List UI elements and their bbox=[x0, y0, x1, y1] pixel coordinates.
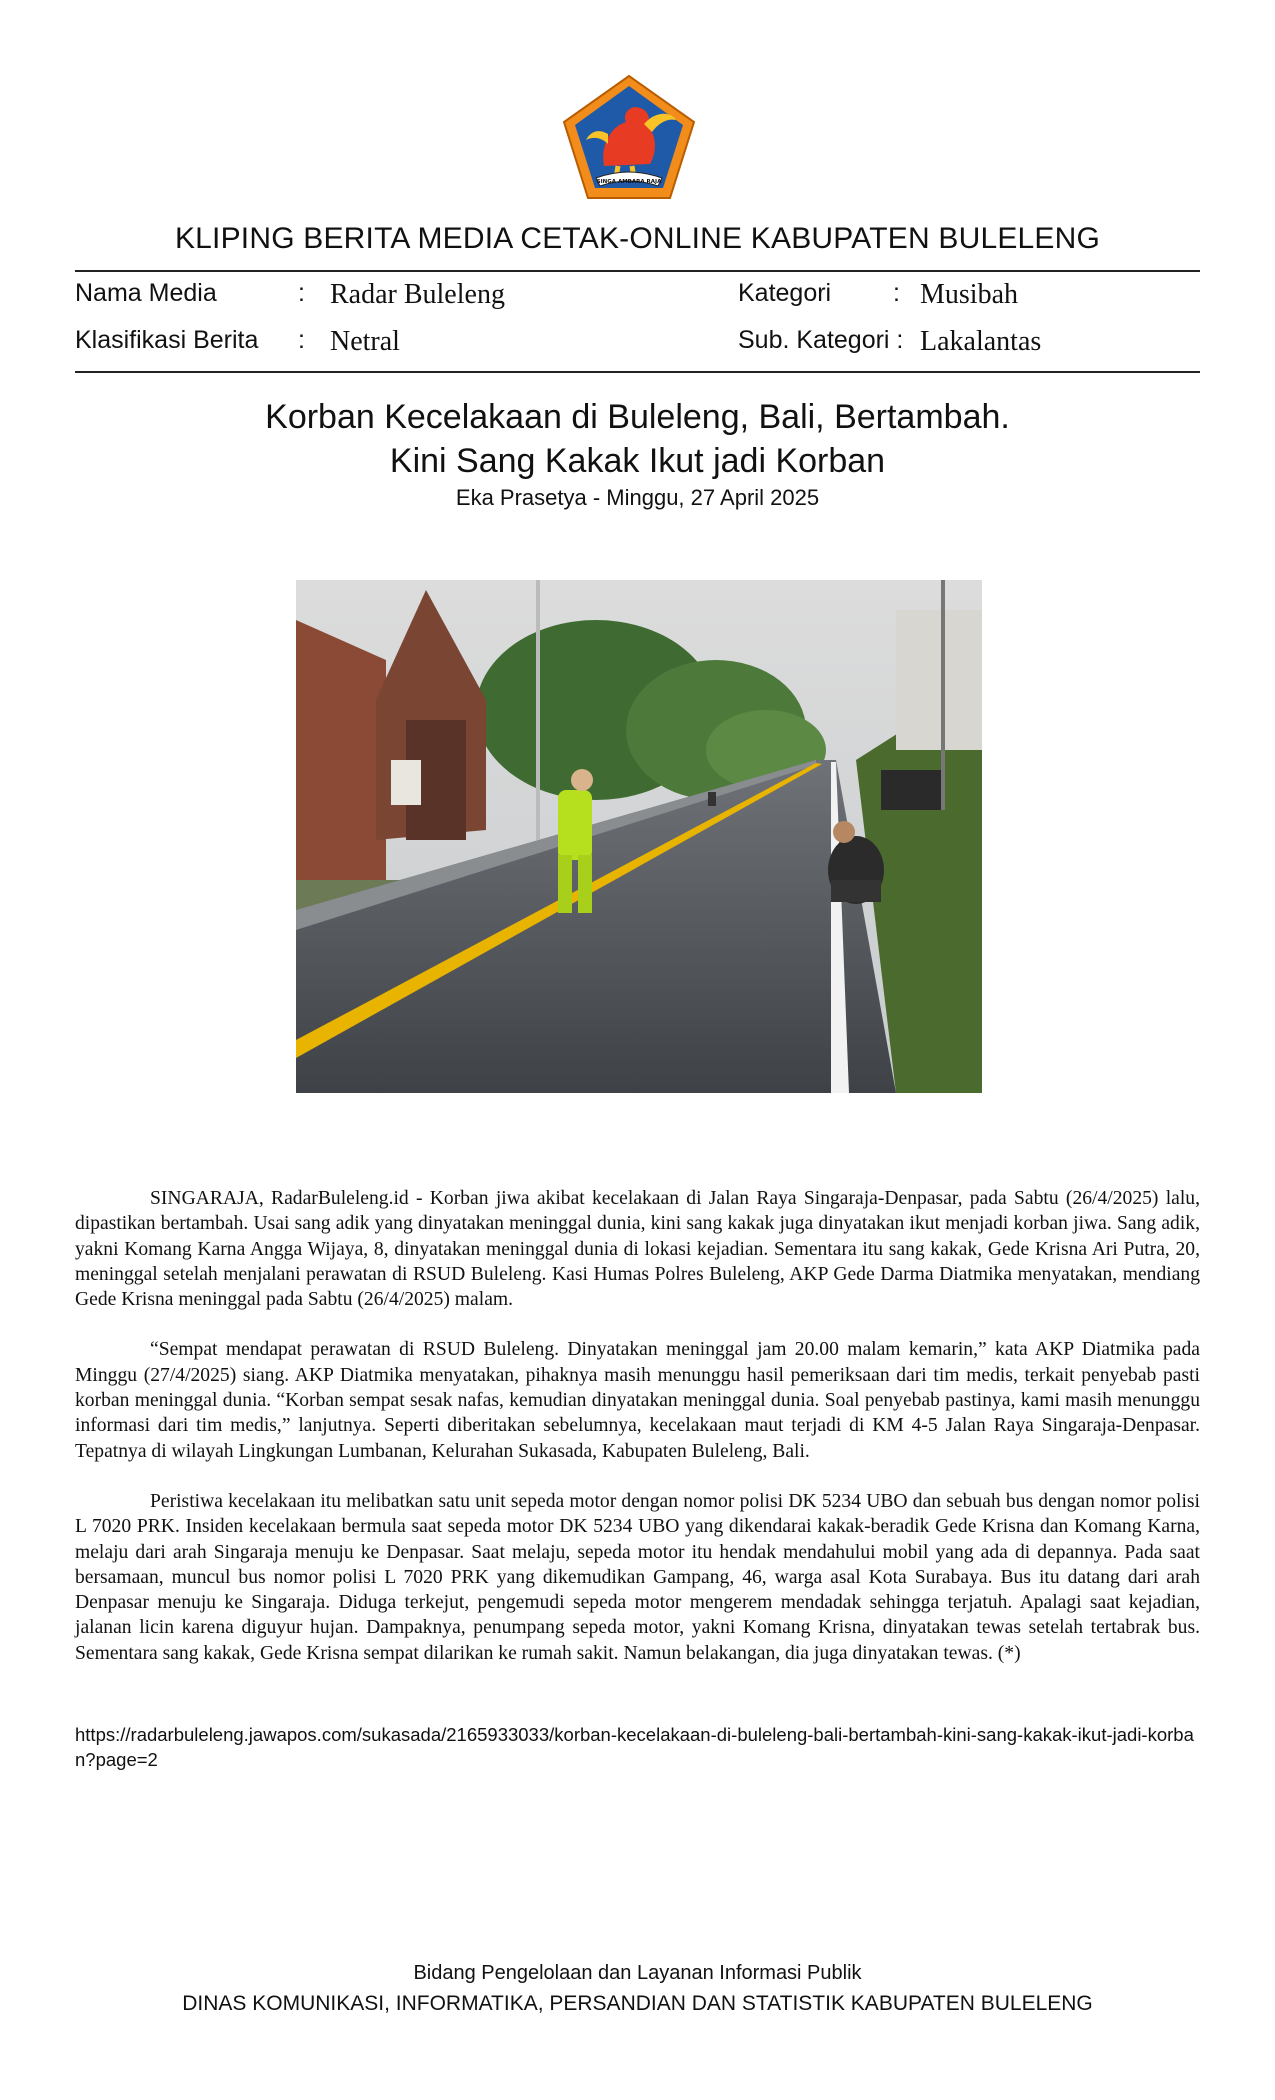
subkategori-value: Lakalantas bbox=[920, 326, 1042, 357]
accident-scene-road-photo bbox=[296, 580, 982, 1093]
klasifikasi-value: Netral bbox=[330, 326, 400, 357]
document-title: KLIPING BERITA MEDIA CETAK-ONLINE KABUPATEN BULELENG bbox=[174, 222, 1101, 255]
article-body bbox=[75, 1186, 1200, 1691]
meta-divider bbox=[75, 371, 1200, 373]
footer-department: Bidang Pengelolaan dan Layanan Informasi Publik bbox=[413, 1962, 862, 1984]
media-label: Nama Media bbox=[75, 279, 217, 307]
klasifikasi-label: Klasifikasi Berita bbox=[75, 326, 259, 354]
article-paragraph-2: “Sempat mendapat perawatan di RSUD Buleleng. Dinyatakan meninggal jam 20.00 malam kemarin,” kata AKP Diatmika pada Minggu (27/4/2025) siang. AKP Diatmika menyatakan, pihaknya masih menunggu hasil pemeriksaan dari tim medis, terkait penyebab pasti korban meninggal dunia. “Korban sempat sesak nafas, kemudian dinyatakan meninggal dunia. Soal penyebab pastinya, kami masih menunggu informasi dari tim medis,” lanjutnya. Seperti diberitakan sebelumnya, kecelakaan maut terjadi di KM 4-5 Jalan Raya Singaraja-Denpasar. Tepatnya di wilayah Lingkungan Lumbanan, Kelurahan Sukasada, Kabupaten Buleleng, Bali. bbox=[75, 1339, 1200, 1462]
top-divider bbox=[75, 270, 1200, 272]
headline-line2: Kini Sang Kakak Ikut jadi Korban bbox=[389, 442, 886, 480]
byline: Eka Prasetya - Minggu, 27 April 2025 bbox=[455, 485, 820, 510]
kategori-colon: : bbox=[893, 279, 900, 307]
subkategori-label: Sub. Kategori : bbox=[738, 326, 904, 354]
kategori-label: Kategori bbox=[738, 279, 832, 307]
headline-line1: Korban Kecelakaan di Buleleng, Bali, Bertambah. bbox=[265, 398, 1010, 436]
article-paragraph-1: SINGARAJA, RadarBuleleng.id - Korban jiwa akibat kecelakaan di Jalan Raya Singaraja-Denpasar, pada Sabtu (26/4/2025) lalu, dipastikan bertambah. Usai sang adik yang dinyatakan meninggal dunia, kini sang kakak juga dinyatakan ikut menjadi korban jiwa. Sang adik, yakni Komang Karna Angga Wijaya, 8, dinyatakan meninggal dunia di lokasi kejadian. Sementara itu sang kakak, Gede Krisna Ari Putra, 20, meninggal setelah menjalani perawatan di RSUD Buleleng. Kasi Humas Polres Buleleng, AKP Gede Darma Diatmika menyatakan, mendiang Gede Krisna meninggal pada Sabtu (26/4/2025) malam. bbox=[75, 1188, 1200, 1311]
logo-text: SINGA AMBARA RAJA bbox=[596, 179, 662, 185]
media-colon: : bbox=[298, 279, 305, 307]
klasifikasi-colon: : bbox=[298, 326, 305, 354]
media-value: Radar Buleleng bbox=[330, 279, 505, 310]
kategori-value: Musibah bbox=[920, 279, 1018, 310]
singa-ambara-raja-crest-icon bbox=[560, 74, 698, 202]
source-url-link[interactable]: https://radarbuleleng.jawapos.com/sukasada/2165933033/korban-kecelakaan-di-buleleng-bali-bertambah-kini-sang-kakak-ikut-jadi-korban?page=2 bbox=[75, 1724, 1194, 1770]
footer-agency: DINAS KOMUNIKASI, INFORMATIKA, PERSANDIAN DAN STATISTIK KABUPATEN BULELENG bbox=[182, 1992, 1093, 2015]
article-paragraph-3: Peristiwa kecelakaan itu melibatkan satu unit sepeda motor dengan nomor polisi DK 5234 UBO dan sebuah bus dengan nomor polisi L 7020 PRK. Insiden kecelakaan bermula saat sepeda motor DK 5234 UBO yang dikendarai kakak-beradik Gede Krisna dan Komang Karna, melaju dari arah Singaraja menuju ke Denpasar. Saat melaju, sepeda motor itu hendak mendahului mobil yang ada di depannya. Pada saat bersamaan, muncul bus nomor polisi L 7020 PRK yang dikemudikan Gampang, 46, warga asal Kota Surabaya. Bus itu datang dari arah Denpasar menuju ke Singaraja. Diduga terkejut, pengemudi sepeda motor mengerem mendadak sehingga terjatuh. Apalagi saat kejadian, jalanan licin karena diguyur hujan. Dampaknya, penumpang sepeda motor, yakni Komang Krisna, dinyatakan tewas setelah tertabrak bus. Sementara sang kakak, Gede Krisna sempat dilarikan ke rumah sakit. Namun belakangan, dia juga dinyatakan tewas. (*) bbox=[75, 1490, 1200, 1664]
